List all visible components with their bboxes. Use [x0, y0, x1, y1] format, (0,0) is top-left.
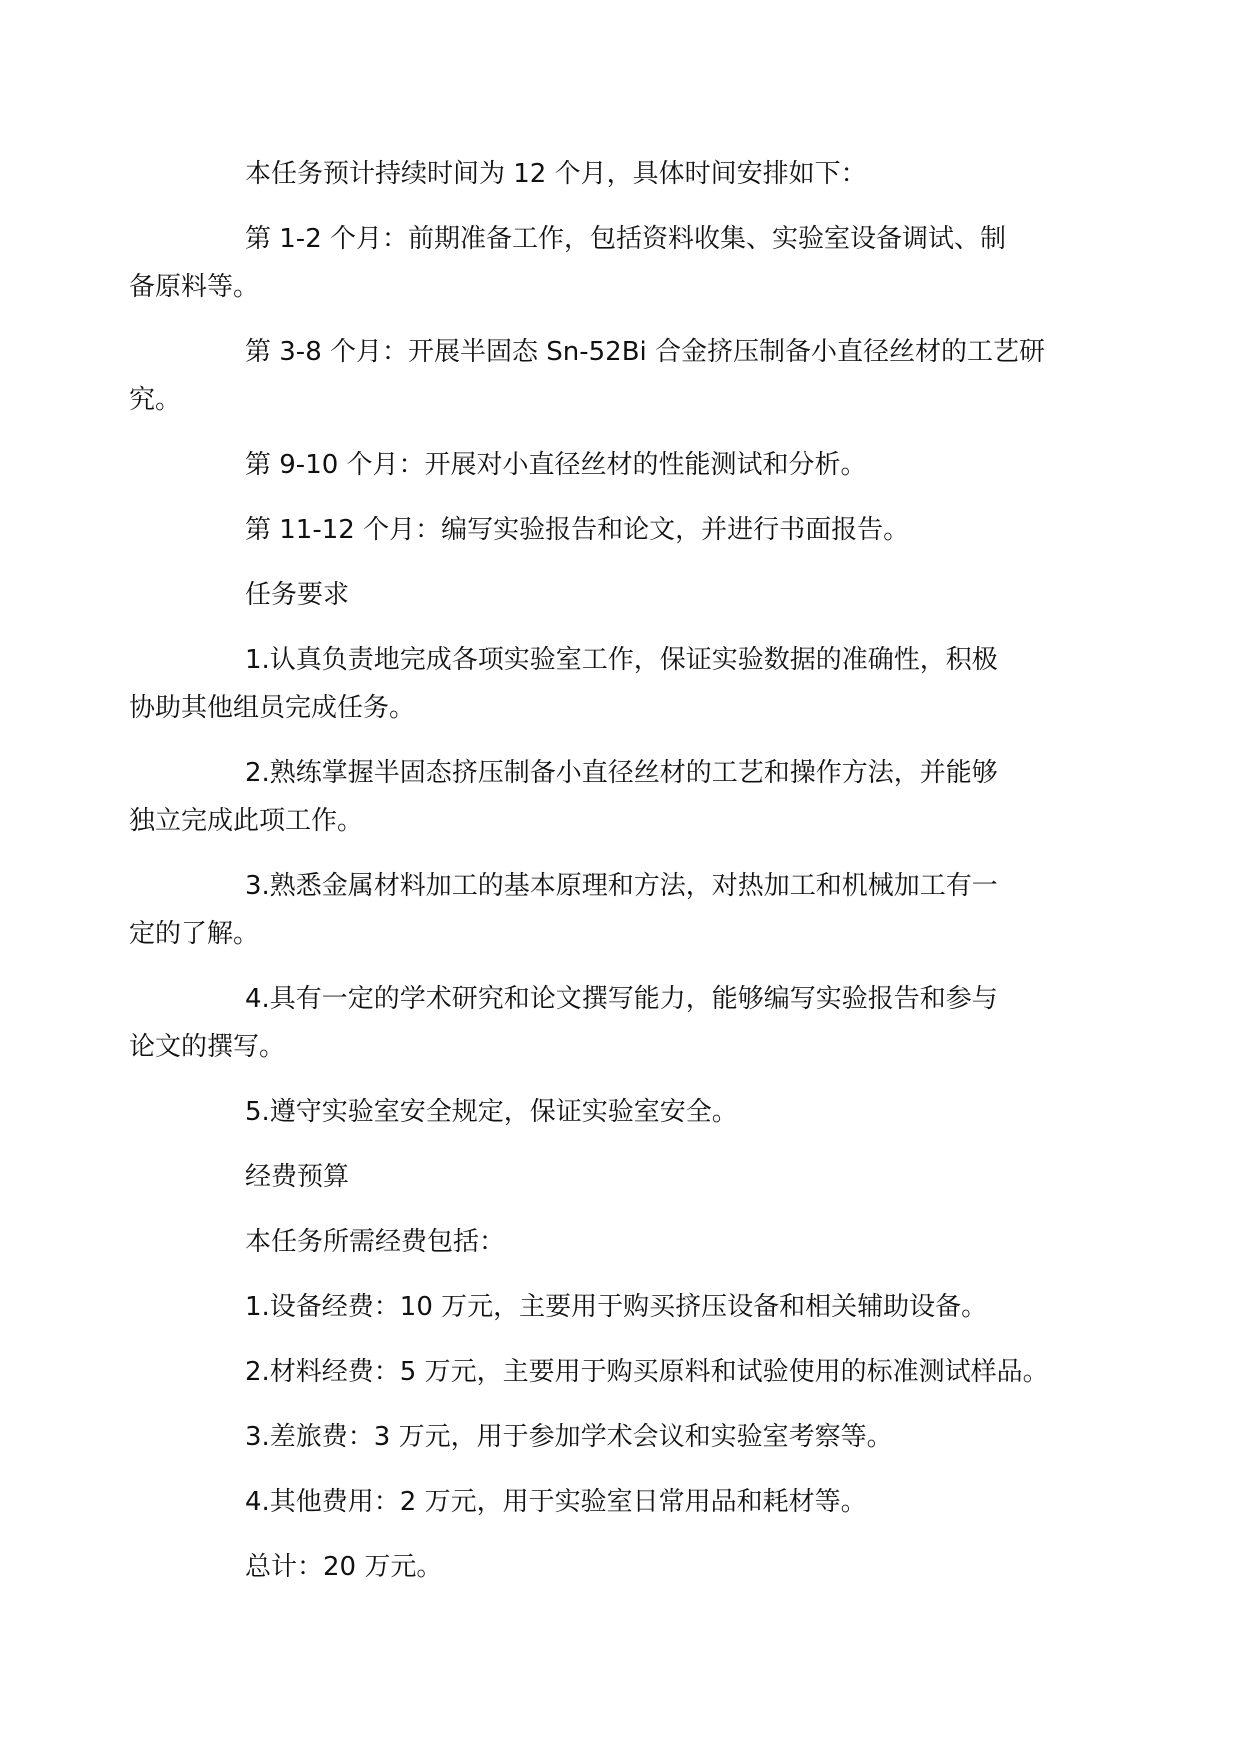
text-line: 4.其他费用：2 万元，用于实验室日常用品和耗材等。: [245, 1487, 867, 1517]
budget-item-3: [187, 1413, 1067, 1461]
section-heading-budget: [187, 1153, 1067, 1201]
text-line: 第 11-12 个月：编写实验报告和论文，并进行书面报告。: [245, 515, 910, 545]
text-line: 论文的撰写。: [129, 1032, 286, 1062]
schedule-item-1: [129, 215, 1067, 311]
text-line: 任务要求: [245, 580, 350, 610]
requirement-item-4: [129, 975, 1067, 1071]
budget-item-4: [187, 1478, 1067, 1526]
document-page: [129, 150, 1067, 1608]
text-line: 1.认真负责地完成各项实验室工作，保证实验数据的准确性，积极: [245, 645, 998, 675]
schedule-intro: [187, 150, 1067, 198]
requirement-item-2: [129, 749, 1067, 845]
text-line: 3.熟悉金属材料加工的基本原理和方法，对热加工和机械加工有一: [245, 871, 998, 901]
text-line: 独立完成此项工作。: [129, 806, 364, 836]
requirement-item-5: [187, 1088, 1067, 1136]
budget-total: [187, 1543, 1067, 1591]
text-line: 究。: [129, 385, 182, 415]
requirement-item-3: [129, 862, 1067, 958]
budget-intro: [187, 1218, 1067, 1266]
text-line: 4.具有一定的学术研究和论文撰写能力，能够编写实验报告和参与: [245, 984, 998, 1014]
text-line: 本任务所需经费包括：: [245, 1227, 506, 1257]
text-line: 2.熟练掌握半固态挤压制备小直径丝材的工艺和操作方法，并能够: [245, 758, 998, 788]
text-line: 总计：20 万元。: [245, 1552, 443, 1582]
text-line: 3.差旅费：3 万元，用于参加学术会议和实验室考察等。: [245, 1422, 893, 1452]
schedule-item-3: [187, 441, 1067, 489]
text-line: 第 1-2 个月：前期准备工作，包括资料收集、实验室设备调试、制: [245, 224, 1006, 254]
requirement-item-1: [129, 636, 1067, 732]
text-line: 第 3-8 个月：开展半固态 Sn-52Bi 合金挤压制备小直径丝材的工艺研: [245, 337, 1046, 367]
text-line: 2.材料经费：5 万元，主要用于购买原料和试验使用的标准测试样品。: [245, 1357, 1049, 1387]
text-line: 备原料等。: [129, 272, 260, 302]
text-line: 1.设备经费：10 万元，主要用于购买挤压设备和相关辅助设备。: [245, 1292, 988, 1322]
text-line: 协助其他组员完成任务。: [129, 693, 416, 723]
text-line: 第 9-10 个月：开展对小直径丝材的性能测试和分析。: [245, 450, 867, 480]
budget-item-1: [187, 1283, 1067, 1331]
schedule-item-2: [129, 328, 1067, 424]
budget-item-2: [187, 1348, 1067, 1396]
text-line: 定的了解。: [129, 919, 260, 949]
text-line: 5.遵守实验室安全规定，保证实验室安全。: [245, 1097, 738, 1127]
section-heading-requirements: [187, 571, 1067, 619]
text-line: 经费预算: [245, 1162, 350, 1192]
text-line: 本任务预计持续时间为 12 个月，具体时间安排如下：: [245, 159, 867, 189]
schedule-item-4: [187, 506, 1067, 554]
